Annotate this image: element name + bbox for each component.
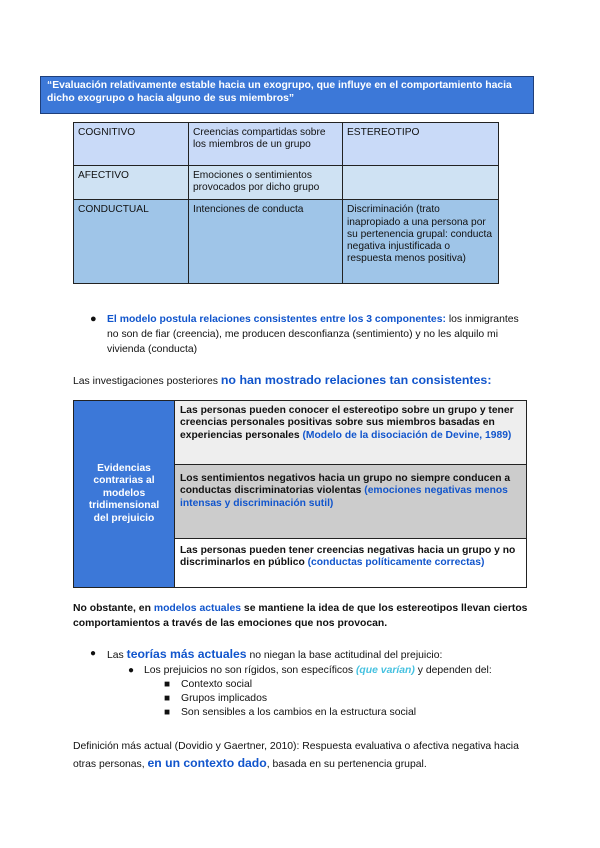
list-item xyxy=(90,647,443,663)
nonetheless-paragraph xyxy=(73,601,533,631)
sub-highlight: (que varían) xyxy=(355,665,415,676)
item-text: Son sensibles a los cambios en la estructura social xyxy=(181,707,417,718)
evidence-row xyxy=(174,401,526,465)
component-concept: ESTEREOTIPO xyxy=(343,123,499,166)
definition-p1: Definición más actual (Dovidio y Gaertner, 2010): Respuesta evaluativa o afectiva negativa hacia otras personas, xyxy=(73,741,519,770)
evidence-text: Las personas pueden conocer el estereotipo sobre un grupo y tener creencias personales positivas sobre sus miembros basadas en experiencias personales xyxy=(180,405,514,441)
table-row xyxy=(74,123,499,166)
item-text: Grupos implicados xyxy=(181,693,268,704)
theories-p1: Las xyxy=(107,650,127,661)
component-name: AFECTIVO xyxy=(74,166,189,200)
evidence-label-text: Evidencias contrarias al modelos tridimensional del prejuicio xyxy=(88,462,160,524)
list-item xyxy=(164,706,417,720)
evidence-row xyxy=(174,465,526,539)
investigations-paragraph xyxy=(73,372,543,390)
list-item xyxy=(128,664,492,678)
nonetheless-p2: se mantiene la idea de que los estereotipos llevan ciertos comportamientos a través de las emociones que nos provocan. xyxy=(73,603,528,630)
evidence-table xyxy=(73,400,527,588)
definition-quote-box xyxy=(40,76,534,114)
evidence-note: (emociones negativas menos intensas y discriminación sutil) xyxy=(180,485,508,509)
square-bullet-icon: ■ xyxy=(164,707,171,718)
definition-paragraph xyxy=(73,738,533,773)
list-item xyxy=(164,692,268,706)
bullet-dot-icon: ● xyxy=(128,665,135,676)
sub-p2: y dependen del: xyxy=(414,665,492,676)
list-item xyxy=(164,678,253,692)
investigations-prefix: Las investigaciones posteriores xyxy=(73,376,221,387)
model-highlight: El modelo postula relaciones consistentes entre los 3 componentes: xyxy=(107,314,446,325)
nonetheless-p1: No obstante, en xyxy=(73,603,154,614)
investigations-highlight: no han mostrado relaciones tan consistentes: xyxy=(220,373,492,387)
evidence-row xyxy=(174,539,526,587)
square-bullet-icon: ■ xyxy=(164,693,171,704)
theories-p2: no niegan la base actitudinal del prejuicio: xyxy=(246,650,443,661)
table-row xyxy=(74,200,499,284)
component-description: Intenciones de conducta xyxy=(189,200,343,284)
definition-quote: “Evaluación relativamente estable hacia un exogrupo, que influye en el comportamiento hacia dicho exogrupo o hacia alguno de sus miembros” xyxy=(47,80,512,104)
model-text: los inmigrantes no son de fiar (creencia), me producen desconfianza (sentimiento) y no les alquilo mi vivienda (conducta) xyxy=(107,314,519,355)
attitude-components-table xyxy=(73,122,499,284)
theories-highlight: teorías más actuales xyxy=(126,647,247,661)
component-name: COGNITIVO xyxy=(74,123,189,166)
bullet-dot-icon: ● xyxy=(90,313,97,325)
definition-highlight: en un contexto dado xyxy=(147,756,267,770)
bullet-dot-icon: ● xyxy=(90,648,97,659)
evidence-note: (Modelo de la disociación de Devine, 1989) xyxy=(302,429,512,441)
square-bullet-icon: ■ xyxy=(164,679,171,690)
component-concept: Discriminación (trato inapropiado a una persona por su pertenencia grupal: conducta negativa injustificada o respuesta menos positiva) xyxy=(343,200,499,284)
table-row xyxy=(74,166,499,200)
evidence-text: Los sentimientos negativos hacia un grupo no siempre conducen a conductas discriminatorias violentas xyxy=(180,473,511,497)
component-description: Emociones o sentimientos provocados por dicho grupo xyxy=(189,166,343,200)
nonetheless-highlight: modelos actuales xyxy=(153,603,242,614)
evidence-label xyxy=(74,401,174,587)
component-name: CONDUCTUAL xyxy=(74,200,189,284)
item-text: Contexto social xyxy=(181,679,253,690)
component-concept xyxy=(343,166,499,200)
model-bullet xyxy=(107,312,527,357)
definition-p2: , basada en su pertenencia grupal. xyxy=(266,759,427,770)
evidence-note: (conductas políticamente correctas) xyxy=(307,557,485,569)
sub-p1: Los prejuicios no son rígidos, son específicos xyxy=(144,665,356,676)
component-description: Creencias compartidas sobre los miembros de un grupo xyxy=(189,123,343,166)
evidence-text: Las personas pueden tener creencias negativas hacia un grupo y no discriminarlos en público xyxy=(180,545,516,569)
